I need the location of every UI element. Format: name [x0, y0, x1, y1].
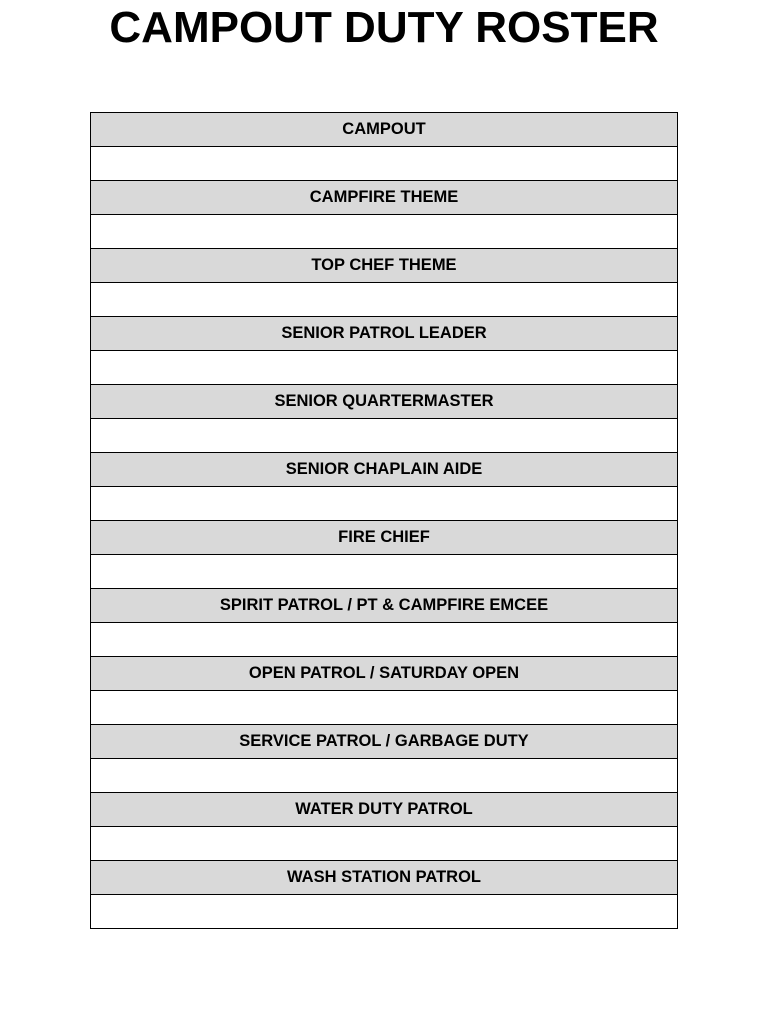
roster-entry-row [91, 147, 678, 181]
roster-label-senior-quartermaster: SENIOR QUARTERMASTER [91, 385, 678, 419]
duty-roster-table [90, 112, 678, 929]
roster-entry-open-patrol[interactable] [91, 691, 678, 725]
roster-entry-row [91, 283, 678, 317]
roster-label-row [91, 589, 678, 623]
roster-entry-row [91, 691, 678, 725]
roster-entry-fire-chief[interactable] [91, 555, 678, 589]
roster-entry-spirit-patrol[interactable] [91, 623, 678, 657]
roster-label-row [91, 657, 678, 691]
roster-label-open-patrol: OPEN PATROL / SATURDAY OPEN [91, 657, 678, 691]
roster-entry-wash-station-patrol[interactable] [91, 895, 678, 929]
roster-entry-row [91, 215, 678, 249]
roster-entry-service-patrol[interactable] [91, 759, 678, 793]
roster-label-row [91, 113, 678, 147]
roster-label-row [91, 521, 678, 555]
roster-entry-campfire-theme[interactable] [91, 215, 678, 249]
roster-entry-row [91, 351, 678, 385]
roster-label-service-patrol: SERVICE PATROL / GARBAGE DUTY [91, 725, 678, 759]
roster-label-fire-chief: FIRE CHIEF [91, 521, 678, 555]
roster-entry-row [91, 419, 678, 453]
roster-label-campout: CAMPOUT [91, 113, 678, 147]
roster-entry-row [91, 487, 678, 521]
roster-label-row [91, 385, 678, 419]
roster-entry-row [91, 895, 678, 929]
roster-label-row [91, 793, 678, 827]
roster-entry-row [91, 759, 678, 793]
roster-label-row [91, 181, 678, 215]
roster-entry-senior-quartermaster[interactable] [91, 419, 678, 453]
roster-label-row [91, 861, 678, 895]
roster-label-spirit-patrol: SPIRIT PATROL / PT & CAMPFIRE EMCEE [91, 589, 678, 623]
roster-label-top-chef-theme: TOP CHEF THEME [91, 249, 678, 283]
roster-entry-row [91, 555, 678, 589]
roster-label-campfire-theme: CAMPFIRE THEME [91, 181, 678, 215]
roster-label-wash-station-patrol: WASH STATION PATROL [91, 861, 678, 895]
roster-label-senior-chaplain-aide: SENIOR CHAPLAIN AIDE [91, 453, 678, 487]
roster-entry-senior-chaplain-aide[interactable] [91, 487, 678, 521]
roster-label-row [91, 453, 678, 487]
roster-entry-row [91, 827, 678, 861]
roster-entry-campout[interactable] [91, 147, 678, 181]
roster-entry-top-chef-theme[interactable] [91, 283, 678, 317]
roster-label-row [91, 249, 678, 283]
roster-entry-water-duty-patrol[interactable] [91, 827, 678, 861]
roster-entry-row [91, 623, 678, 657]
page-title: CAMPOUT DUTY ROSTER [109, 3, 659, 52]
roster-label-row [91, 725, 678, 759]
roster-entry-senior-patrol-leader[interactable] [91, 351, 678, 385]
roster-label-water-duty-patrol: WATER DUTY PATROL [91, 793, 678, 827]
roster-label-senior-patrol-leader: SENIOR PATROL LEADER [91, 317, 678, 351]
roster-label-row [91, 317, 678, 351]
